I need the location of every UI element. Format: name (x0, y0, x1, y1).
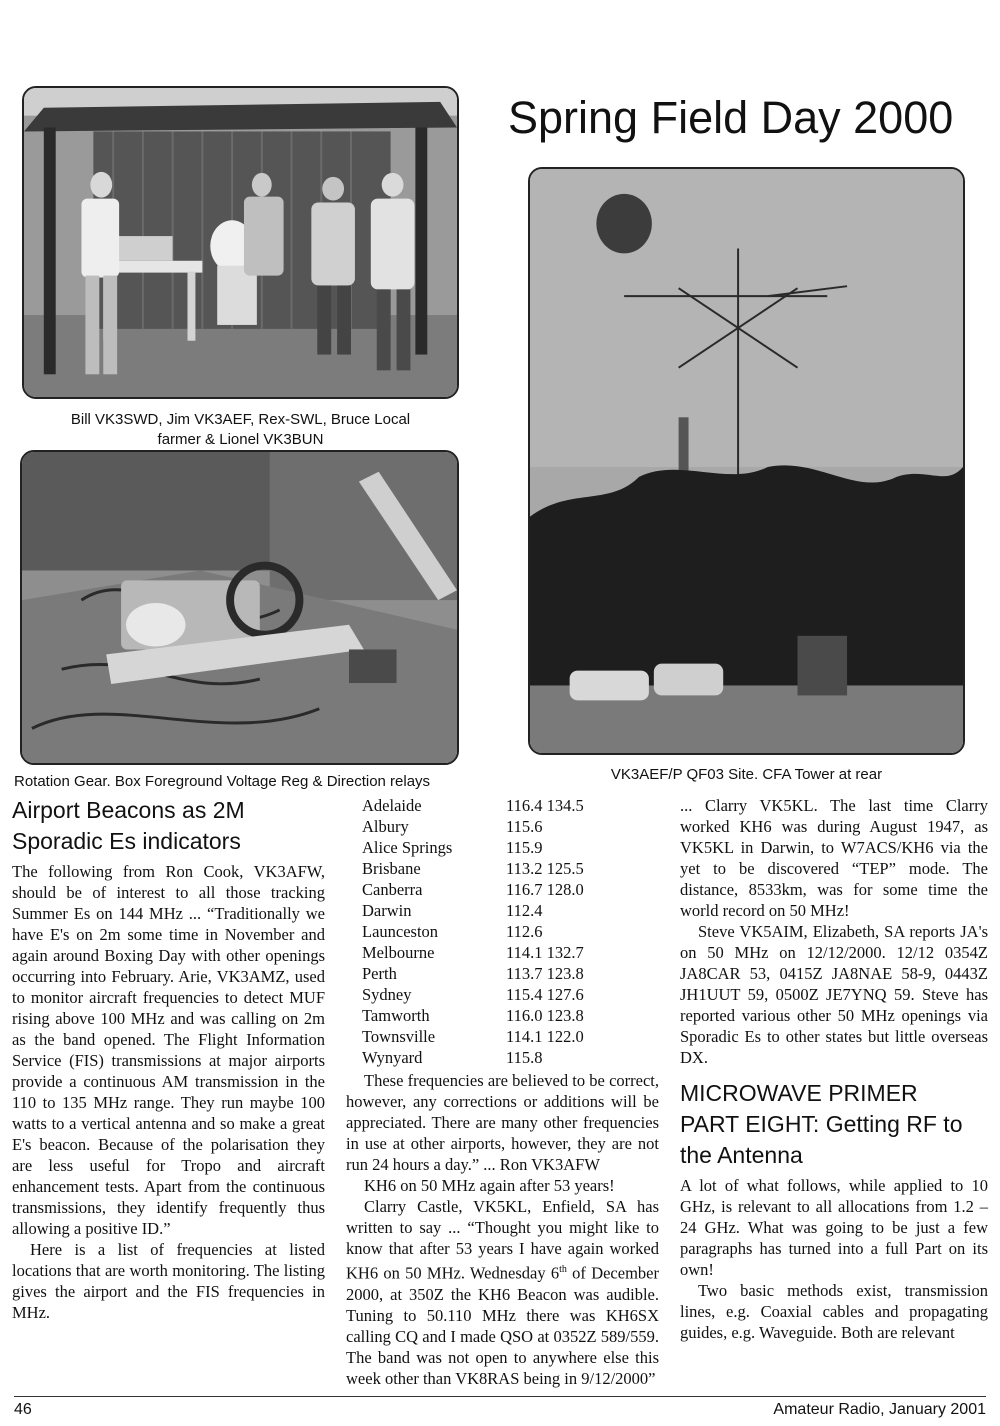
airport-frequency: 116.7 128.0 (506, 880, 584, 899)
airport-frequency: 115.4 127.6 (506, 985, 584, 1004)
airport-row (362, 1047, 584, 1068)
airport-row (362, 837, 584, 858)
column-3 (680, 795, 988, 1343)
airport-frequency: 116.4 134.5 (506, 796, 584, 815)
page-number: 46 (14, 1401, 32, 1418)
kh6-paragraph-2: Steve VK5AIM, Elizabeth, SA reports JA's on 50 MHz on 12/12/2000. 12/12 0354Z JA8CAR 53, 0415Z JA8NAE 58-9, 0443Z JH1UUT 59, 0500Z JE7YNQ 59. Steve has reported various other 50 MHz openings via Sporadic Es to other states but little overseas DX. (680, 922, 988, 1067)
shelter-caption-line-1: Bill VK3SWD, Jim VK3AEF, Rex-SWL, Bruce Local (70, 411, 411, 428)
kh6-paragraph-1-continued: ... Clarry VK5KL. The last time Clarry worked KH6 was during August 1947, as VK5KL in Darwin, to W7ACS/KH6 via the yet to be discovered “TEP” mode. The distance, 8533km, was for some time the world record on 50 MHz! (680, 796, 988, 920)
airport-row (362, 858, 584, 879)
kh6-paragraph-1-superscript: th (559, 1264, 567, 1275)
publication-line: Amateur Radio, January 2001 (773, 1401, 986, 1418)
shelter-photo (22, 86, 459, 399)
airport-row (362, 984, 584, 1005)
rotator-photo (20, 450, 459, 765)
microwave-title-line-2: PART EIGHT: Getting RF to (680, 1111, 963, 1137)
airport-name: Brisbane (362, 859, 421, 878)
microwave-title-line-3: the Antenna (680, 1142, 803, 1168)
rotator-photo-image (22, 452, 457, 763)
airport-row (362, 1026, 584, 1047)
beacons-paragraph-1: The following from Ron Cook, VK3AFW, should be of interest to all those tracking Summer Es on 144 MHz ... “Traditionally we have E's on 2m some time in November and again around Boxing Day with other openings occurring into February. Arie, VK3AMZ, used to monitor aircraft frequencies to detect MUF rising above 100 MHz and was calling on 2m as the band opened. The Flight Information Service (FIS) transmissions at major airports provide a continuous AM transmission in the 110 to 135 MHz range. They run maybe 100 watts to a vertical antenna and so make a great E's beacon. Because of the polarisation they are less useful for Tropo and aircraft enhancement tests. Apart from the continuous transmissions, they identify frequently thus allowing a positive ID.” (12, 862, 325, 1238)
airport-name: Canberra (362, 880, 423, 899)
kh6-paragraph-1 (346, 1196, 659, 1389)
tower-photo-image (530, 169, 963, 753)
kh6-paragraph-1-text-b: of December 2000, at 350Z the KH6 Beacon was audible. Tuning to 50.110 MHz there was KH6SX calling CQ and I made QSO at 0352Z 589/559. The band was not open to anywhere else this week other than VK8RAS being in 9/12/2000” (346, 1263, 659, 1388)
page-footer (14, 1396, 986, 1423)
airport-name: Perth (362, 964, 397, 983)
airport-name: Tamworth (362, 1006, 430, 1025)
airport-name: Launceston (362, 922, 439, 941)
microwave-paragraph-1: A lot of what follows, while applied to 10 GHz, is relevant to all allocations from 1.2 – 24 GHz. What was going to be just a few paragraphs has turned into a full Part on its own! (680, 1176, 988, 1279)
airport-row (362, 795, 584, 816)
microwave-paragraph-2: Two basic methods exist, transmission lines, e.g. Coaxial cables and propagating guides, e.g. Waveguide. Both are relevant (680, 1281, 988, 1342)
shelter-photo-image (24, 88, 457, 397)
airport-row (362, 963, 584, 984)
shelter-caption-line-2: farmer & Lionel VK3BUN (157, 431, 324, 448)
airport-name: Darwin (362, 901, 412, 920)
airport-row (362, 900, 584, 921)
column-2 (346, 795, 659, 1389)
airport-frequency: 114.1 132.7 (506, 943, 584, 962)
airport-frequency: 112.6 (506, 922, 543, 941)
tower-caption: VK3AEF/P QF03 Site. CFA Tower at rear (610, 766, 883, 783)
tower-photo (528, 167, 965, 755)
page-headline: Spring Field Day 2000 (508, 92, 954, 143)
beacons-title-line-2: Sporadic Es indicators (12, 828, 241, 854)
kh6-heading: KH6 on 50 MHz again after 53 years! (364, 1176, 615, 1195)
airport-frequency: 115.6 (506, 817, 543, 836)
airport-name: Melbourne (362, 943, 435, 962)
rotator-caption: Rotation Gear. Box Foreground Voltage Reg & Direction relays (14, 773, 431, 790)
kh6-paragraph-1-text-a: Clarry Castle, VK5KL, Enfield, SA has written to say ... “Thought you might like to know that after 53 years I have again worked KH6 on 50 MHz. Wednesday 6 (346, 1197, 659, 1283)
airport-name: Alice Springs (362, 838, 453, 857)
beacons-title-line-1: Airport Beacons as 2M (12, 797, 245, 823)
airport-frequency: 112.4 (506, 901, 543, 920)
airport-row (362, 942, 584, 963)
airport-frequency: 115.8 (506, 1048, 543, 1067)
column-1 (12, 795, 325, 1323)
airport-frequency: 113.2 125.5 (506, 859, 584, 878)
airport-name: Wynyard (362, 1048, 423, 1067)
microwave-title-line-1: MICROWAVE PRIMER (680, 1080, 918, 1106)
airport-frequency: 116.0 123.8 (506, 1006, 584, 1025)
shelter-caption (22, 410, 459, 450)
airport-frequency-table (362, 795, 584, 1068)
airport-row (362, 1005, 584, 1026)
beacons-paragraph-2: Here is a list of frequencies at listed locations that are worth monitoring. The listing gives the airport and the FIS frequencies in MHz. (12, 1240, 325, 1322)
airport-name: Townsville (362, 1027, 436, 1046)
airport-frequency: 114.1 122.0 (506, 1027, 584, 1046)
beacons-paragraph-3: These frequencies are believed to be correct, however, any corrections or additions will be appreciated. There are many other frequencies in use at other airports, however, they are not run 24 hours a day.” ... Ron VK3AFW (346, 1071, 659, 1174)
airport-frequency: 113.7 123.8 (506, 964, 584, 983)
airport-row (362, 879, 584, 900)
microwave-title (680, 1078, 988, 1171)
airport-row (362, 921, 584, 942)
airport-name: Sydney (362, 985, 412, 1004)
airport-name: Albury (362, 817, 409, 836)
beacons-title (12, 795, 325, 857)
airport-row (362, 816, 584, 837)
airport-name: Adelaide (362, 796, 422, 815)
airport-frequency: 115.9 (506, 838, 543, 857)
